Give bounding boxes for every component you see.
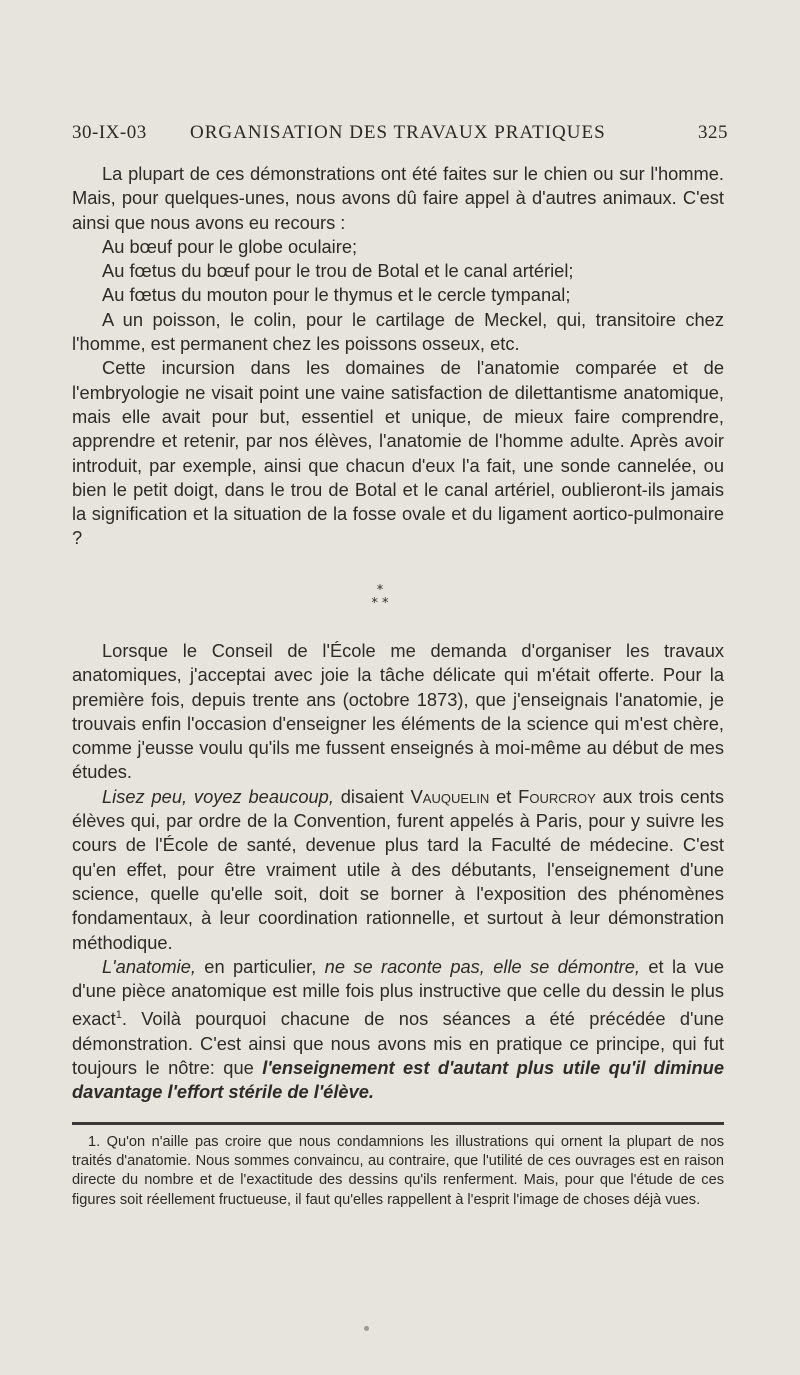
page-number: 325 xyxy=(698,122,728,143)
paragraph: Au fœtus du mouton pour le thymus et le cercle tympanal; xyxy=(102,284,571,306)
paragraph: La plupart de ces démonstrations ont été faites sur le chien ou sur l'homme. Mais, pour quelques-unes, nous avons dû faire appel à d'autres animaux. C'est ainsi que nous avons eu recours : xyxy=(72,163,724,233)
text-section-1 xyxy=(72,162,724,551)
text-run: aux trois cents élèves qui, par ordre de la Convention, furent appelés à Paris, pour y suivre les cours de l'École de santé, devenue plus tard la Faculté de médecine. C'est qu'en effet, pour être vraiment utile à des débutants, l'enseignement d'une science, quelle qu'elle soit, doit se borner à l'exposition des phénomènes fondamentaux, à leur coordination rationnelle, et surtout à leur démonstration méthodique. xyxy=(72,785,724,953)
paragraph: A un poisson, le colin, pour le cartilage de Meckel, qui, transitoire chez l'homme, est permanent chez les poissons osseux, etc. xyxy=(72,308,724,355)
paragraph: Cette incursion dans les domaines de l'anatomie comparée et de l'embryologie ne visait point une vaine satisfaction de dilettantisme anatomique, mais elle avait pour but, essentiel et unique, de mieux faire comprendre, apprendre et retenir, par nos élèves, l'anatomie de l'homme adulte. Après avoir introduit, par exemple, ainsi que chacun d'eux l'a fait, une sonde cannelée, ou bien le petit doigt, dans le trou de Botal et le canal artériel, oublieront-ils jamais la signification et la situation de la fosse ovale et du ligament aortico-pulmonaire ? xyxy=(72,357,724,549)
ink-spot xyxy=(364,1326,369,1331)
text-run: et xyxy=(489,785,519,807)
text-run: disaient xyxy=(333,785,411,807)
running-header xyxy=(72,122,728,150)
text-run: . Voilà pourquoi chacune de nos séances a été précédée d'une démonstration. C'est ainsi que nous avons mis en pratique ce principe, qui fut toujours le nôtre: que xyxy=(72,1008,724,1079)
paragraph xyxy=(72,785,724,955)
paragraph: Lorsque le Conseil de l'École me demanda d'organiser les travaux anatomiques, j'acceptai avec joie la tâche délicate qui m'était offerte. Pour la première fois, depuis trente ans (octobre 1873), que j'enseignais l'anatomie, je trouvais enfin l'occasion d'enseigner les éléments de la science qui m'est chère, comme j'eusse voulu qu'ils me fussent enseignés à moi-même au début de mes études. xyxy=(72,640,724,783)
footnote-divider xyxy=(72,1122,724,1125)
author-name: Vauquelin xyxy=(410,785,490,807)
text-run: en particulier, xyxy=(195,955,325,977)
italic-phrase: L'anatomie, xyxy=(102,955,196,977)
paragraph: Au fœtus du bœuf pour le trou de Botal et le canal artériel; xyxy=(102,260,574,282)
text-run: et la vue d'une pièce anatomique est mille fois plus instructive que celle du dessin le plus exact xyxy=(72,955,724,1030)
section-asterism xyxy=(350,584,410,610)
asterism-bottom: * * xyxy=(371,596,389,611)
asterism-top: * xyxy=(376,583,384,598)
footnote-paragraph xyxy=(72,1133,724,1210)
italic-quote: Lisez peu, voyez beaucoup, xyxy=(102,785,334,807)
header-title: ORGANISATION DES TRAVAUX PRATIQUES xyxy=(190,122,606,143)
italic-phrase: l'enseignement est d'autant plus utile qu'il diminue davantage l'effort stérile de l'élève. xyxy=(72,1057,725,1103)
footnote-text: Qu'on n'aille pas croire que nous condamnions les illustrations qui ornent la plupart de nos traités d'anatomie. Nous sommes convaincu, au contraire, que l'utilité de ces ouvrages est en raison directe du nombre et de l'exactitude des dessins qu'ils renferment. Mais, pour que l'étude de ces figures soit réellement fructueuse, il faut qu'elles rappellent à l'esprit l'image de choses déjà vues. xyxy=(72,1134,724,1208)
paragraph: Au bœuf pour le globe oculaire; xyxy=(102,235,358,257)
footnote xyxy=(72,1133,724,1210)
text-section-2 xyxy=(72,639,724,1105)
italic-phrase: ne se raconte pas, elle se démontre, xyxy=(324,955,640,977)
footnote-ref[interactable]: 1 xyxy=(115,1009,122,1022)
paragraph xyxy=(72,955,724,1105)
footnote-number: 1. xyxy=(88,1134,101,1150)
header-date: 30-IX-03 xyxy=(72,122,147,143)
author-name: Fourcroy xyxy=(518,785,596,807)
